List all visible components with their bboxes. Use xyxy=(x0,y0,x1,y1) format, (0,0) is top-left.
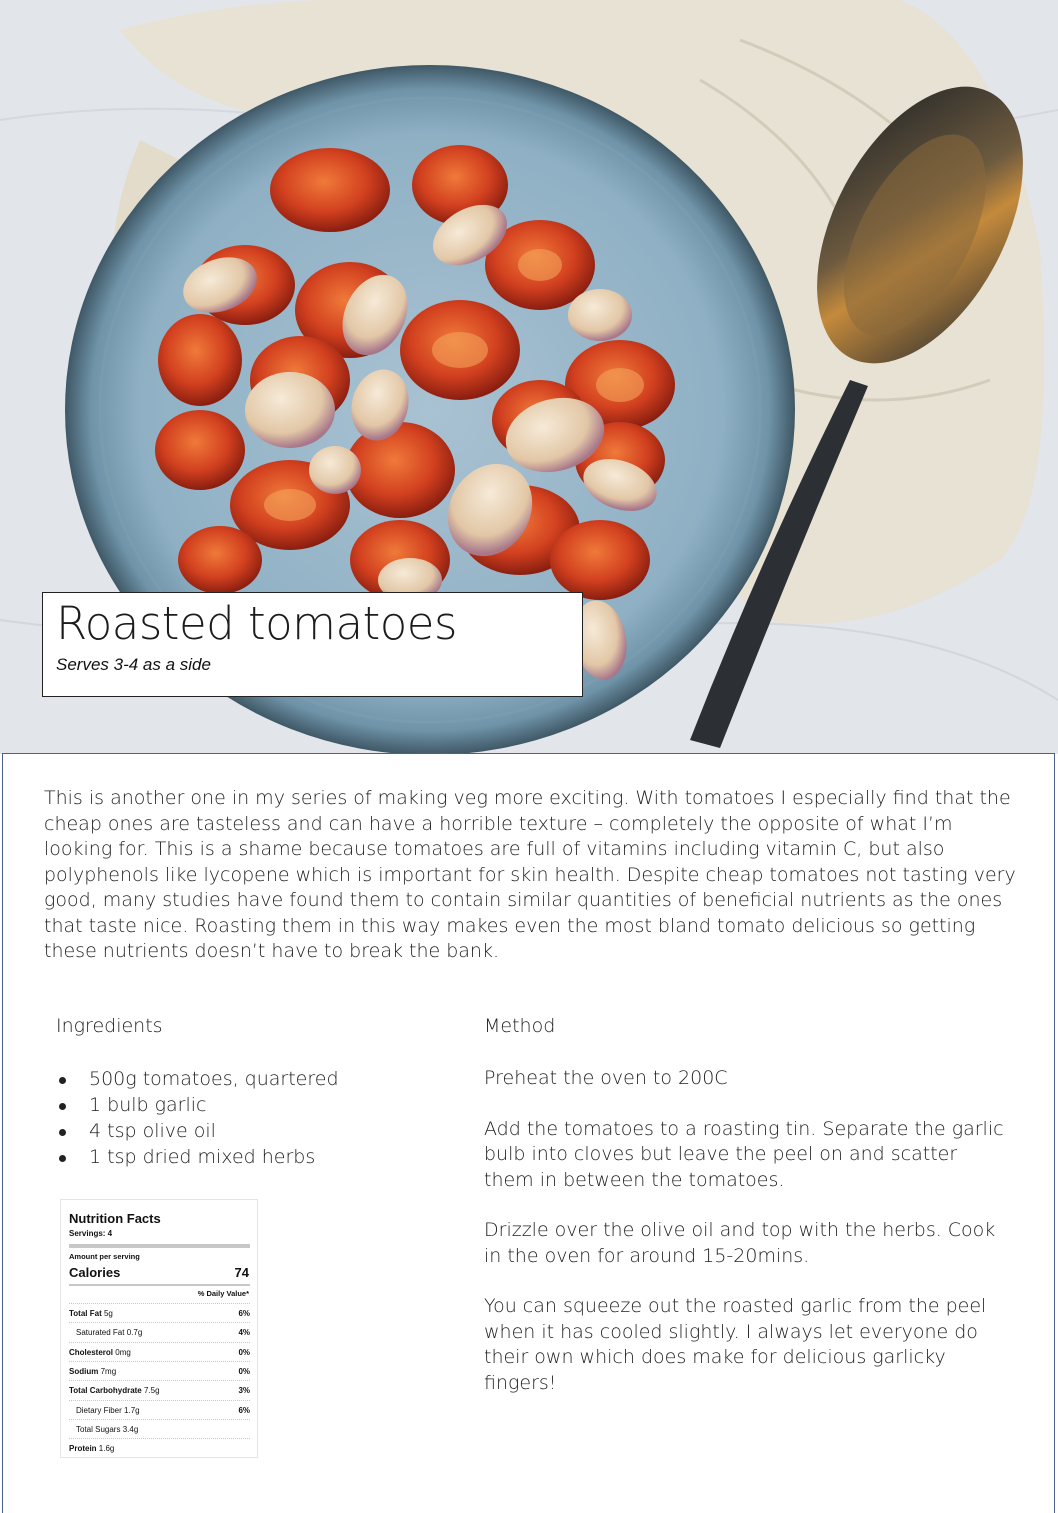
method-step: You can squeeze out the roasted garlic from the peel when it has cooled slightly. I always let everyone do their own which does make for delicious garlicky fingers! xyxy=(484,1295,987,1394)
ingredient-text: 4 tsp olive oil xyxy=(89,1120,216,1142)
nutrient-name: Sodium xyxy=(69,1367,99,1376)
ingredients-list xyxy=(56,1066,339,1170)
list-item xyxy=(56,1118,339,1144)
nutrient-row xyxy=(69,1400,250,1420)
bullet-icon xyxy=(59,1077,66,1084)
method-step: Add the tomatoes to a roasting tin. Separate the garlic bulb into cloves but leave the peel on and scatter them in between the tomatoes. xyxy=(484,1117,1004,1191)
recipe-intro: This is another one in my series of making veg more exciting. With tomatoes I especially find that the cheap ones are tasteless and can have a horrible texture – completely the opposite of what I’m looking for. This is a shame because tomatoes are full of vitamins including vitamin C, but also polyphenols like lycopene which is important for skin health. Despite cheap tomatoes not tasting very good, many studies have found them to contain similar quantities of beneficial nutrients as the ones that taste nice. Roasting them in this way makes even the most bland tomato delicious so getting these nutrients doesn’t have to break the bank. xyxy=(44,787,1016,962)
calories-value: 74 xyxy=(234,1265,249,1280)
hero-photo xyxy=(0,0,1058,754)
list-item xyxy=(56,1066,339,1092)
bullet-icon xyxy=(59,1103,66,1110)
nutrient-amount: 1.7g xyxy=(124,1406,140,1415)
nutrient-amount: 7mg xyxy=(100,1367,117,1376)
nutrient-name: Protein xyxy=(69,1444,97,1453)
nutrient-amount: 5g xyxy=(103,1309,113,1318)
nutrient-amount: 1.6g xyxy=(98,1444,115,1453)
title-card xyxy=(42,592,583,697)
method-step: Preheat the oven to 200C xyxy=(484,1067,728,1089)
nutrient-row xyxy=(69,1322,250,1342)
nutrition-facts-label xyxy=(60,1199,258,1458)
nutrient-row xyxy=(69,1419,250,1439)
nutrient-name: Saturated Fat xyxy=(76,1328,125,1337)
nutrient-row xyxy=(69,1342,250,1362)
nutrient-row xyxy=(69,1380,250,1400)
nutrient-pct: 4% xyxy=(238,1328,250,1337)
bullet-icon xyxy=(59,1155,66,1162)
nutrient-pct: 6% xyxy=(238,1309,250,1318)
recipe-title: Roasted tomatoes xyxy=(56,597,457,650)
bullet-icon xyxy=(59,1129,66,1136)
ingredient-text: 1 tsp dried mixed herbs xyxy=(89,1146,316,1168)
daily-value-header: % Daily Value* xyxy=(197,1289,249,1298)
nutrient-name: Total Carbohydrate xyxy=(69,1386,142,1395)
nutrient-name: Dietary Fiber xyxy=(76,1406,122,1415)
method-heading: Method xyxy=(484,1015,556,1037)
list-item xyxy=(56,1092,339,1118)
nutrient-pct: 0% xyxy=(238,1367,250,1376)
nutrient-amount: 0mg xyxy=(115,1348,131,1357)
method-step: Drizzle over the olive oil and top with the herbs. Cook in the oven for around 15-20mins. xyxy=(484,1219,996,1267)
ingredient-text: 500g tomatoes, quartered xyxy=(89,1068,339,1090)
nutrient-amount: 7.5g xyxy=(143,1386,160,1395)
divider xyxy=(69,1284,250,1286)
nutrient-name: Total Fat xyxy=(69,1309,102,1318)
nutrient-row xyxy=(69,1361,250,1381)
nutrient-row xyxy=(69,1438,250,1458)
ingredient-text: 1 bulb garlic xyxy=(89,1094,207,1116)
nutrient-row xyxy=(69,1303,250,1323)
ingredients-heading: Ingredients xyxy=(56,1015,163,1037)
nutrient-name: Total Sugars xyxy=(76,1425,121,1434)
amount-per-serving: Amount per serving xyxy=(69,1252,140,1261)
list-item xyxy=(56,1144,339,1170)
nutrition-title: Nutrition Facts xyxy=(69,1211,161,1226)
nutrient-amount: 3.4g xyxy=(122,1425,139,1434)
nutrient-pct: 0% xyxy=(238,1348,250,1357)
nutrition-servings: Servings: 4 xyxy=(69,1229,113,1238)
divider xyxy=(69,1244,250,1248)
nutrient-pct: 3% xyxy=(238,1386,250,1395)
nutrient-pct: 6% xyxy=(238,1406,250,1415)
calories-label: Calories xyxy=(69,1265,121,1280)
method-steps xyxy=(484,1066,1004,1421)
nutrient-name: Cholesterol xyxy=(69,1348,114,1357)
nutrient-amount: 0.7g xyxy=(126,1328,143,1337)
recipe-servings: Serves 3-4 as a side xyxy=(56,655,211,674)
